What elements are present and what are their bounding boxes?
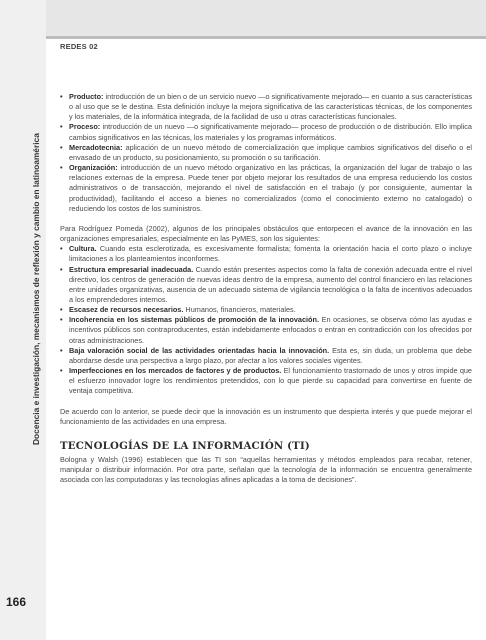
list-item — [60, 92, 472, 122]
innovation-types-list — [60, 92, 472, 214]
list-item — [60, 366, 472, 396]
list-item-term: Baja valoración social de las actividades orientadas hacia la innovación. — [69, 345, 330, 355]
obstacles-list — [60, 244, 472, 396]
list-item — [60, 163, 472, 214]
sidebar-title: Docencia e investigación, mecanismos de reflexión y cambio en latinoamérica — [31, 133, 41, 445]
list-item — [60, 346, 472, 366]
list-item-text: Cuando esta esclerotizada, es excesivamente formalista; fomenta la orientación hacia el corto plazo o incluye limitaciones a los planteamientos inconformes. — [69, 244, 472, 264]
header-rule — [40, 36, 486, 39]
list-item — [60, 122, 472, 142]
list-item — [60, 265, 472, 306]
running-head: REDES 02 — [60, 42, 98, 51]
list-item-term: Incoherencia en los sistemas públicos de promoción de la innovación. — [69, 315, 319, 325]
list-item-text: introducción de un bien o de un servicio nuevo —o significativamente mejorado— en cuanto a sus características o al uso que se le destina. Esta definición incluye la mejora significativa de las características técnicas, de los componentes y los materiales, de la informática integrada, de la facilidad de uso u otras características funcionales. — [69, 92, 472, 122]
list-item-text: introducción de un nuevo método organizativo en las prácticas, la organización del lugar de trabajo o las relaciones externas de la empresa. Puede tener por objeto mejorar los resultados de una empresa reduciendo los costos administrativos o de transacción, mejorando el nivel de satisfacción en el trabajo (y por consiguiente, aumentar la productividad), facilitando el acceso a bienes no comercializados (como el conocimiento externo no catalogado) o reduciendo los costos de los suministros. — [69, 163, 472, 213]
page-number: 166 — [6, 595, 27, 609]
section-paragraph: Bologna y Walsh (1996) establecen que las TI son “aquellas herramientas y métodos empleados para recabar, retener, manipular o distribuir información. Por otra parte, señalan que la tecnología de la información se encuentra generalmente asociada con las computadoras y las tecnologías afines aplicadas a la toma de decisiones”. — [60, 454, 472, 485]
list-item-text: El funcionamiento trastornado de unos y otros impide que el esfuerzo innovador logre los rendimientos pretendidos, con lo que pierde su capacidad para convertirse en fuente de ventaja competitiva. — [69, 366, 472, 396]
list-item-term: Mercadotecnia: — [69, 142, 123, 152]
list-item-text: Cuando están presentes aspectos como la falta de conexión adecuada entre el nivel directivo, los centros de generación de nuevas ideas dentro de la empresa, aumento del control financiero en las relaciones entre unidades organizativas, ausencia de un adecuado sistema de vigilancia tecnológica o la falta de incentivos adecuados a los emprendedores internos. — [69, 264, 472, 304]
list-item-text: aplicación de un nuevo método de comercialización que implique cambios significativos del diseño o el envasado de un producto, su posicionamiento, su promoción o su tarificación. — [69, 142, 472, 162]
list-item-term: Organización: — [69, 163, 118, 173]
list-item-text: En ocasiones, se observa cómo las ayudas e incentivos públicos son contraproducentes, están indebidamente enfocados o entran en contradicción con los ofrecidos por otras administraciones. — [69, 315, 472, 345]
section-heading: TECNOLOGÍAS DE LA INFORMACIÓN (TI) — [60, 439, 310, 452]
list-item-term: Imperfecciones en los mercados de factores y de productos. — [69, 366, 282, 376]
list-item — [60, 305, 472, 315]
conclusion-paragraph: De acuerdo con lo anterior, se puede decir que la innovación es un instrumento que despierta interés y que puede mejorar el funcionamiento de las actividades en una empresa. — [60, 406, 472, 426]
list-item-term: Cultura. — [69, 244, 97, 254]
list-item-term: Proceso: — [69, 122, 101, 132]
list-item-text: Humanos, financieros, materiales. — [183, 305, 296, 315]
list-item-text: introducción de un nuevo —o significativamente mejorado— proceso de producción o de distribución. Ello implica cambios significativos en las técnicas, los materiales y los programas informáticos. — [69, 122, 472, 142]
list-item-term: Producto: — [69, 92, 104, 101]
list-item-term: Estructura empresarial inadecuada. — [69, 264, 194, 274]
list-item — [60, 143, 472, 163]
list-item — [60, 244, 472, 264]
page-body — [60, 92, 472, 485]
header-band — [0, 0, 486, 38]
list-item-text: Esta es, sin duda, un problema que debe abordarse desde una perspectiva a largo plazo, por afectar a los valores sociales vigentes. — [69, 345, 472, 365]
obstacles-intro: Para Rodríguez Pomeda (2002), algunos de los principales obstáculos que entorpecen el avance de la innovación en las organizaciones empresariales, especialmente en las PyMES, son los siguientes: — [60, 223, 472, 244]
list-item-term: Escasez de recursos necesarios. — [69, 305, 184, 315]
list-item — [60, 315, 472, 345]
